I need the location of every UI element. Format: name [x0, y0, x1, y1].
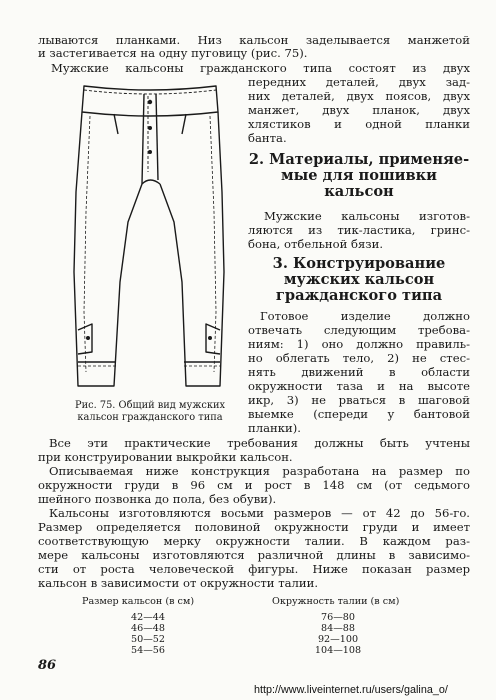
text-line: Размер определяется половиной окружности груди и имеет [38, 520, 470, 534]
text-line: лываются планками. Низ кальсон заделывается манжетой [38, 33, 470, 47]
section-2-heading: 2. Материалы, применяе- мые для пошивки кальсон [248, 151, 470, 200]
table-header-size: Размер кальсон (в см) [82, 596, 195, 607]
text-line: соответствующую мерку окружности талии. В каждом раз- [38, 534, 470, 548]
text-line: передних деталей, двух зад- [248, 75, 470, 89]
text-line: планки). [248, 421, 301, 435]
button-icon [208, 336, 212, 340]
text-line: но облегать тело, 2) не стес- [248, 351, 470, 365]
text-line: ляются из тик-ластика, гринс- [248, 223, 470, 237]
text-line: и застегивается на одну пуговицу (рис. 75). [38, 46, 308, 60]
button-icon [86, 336, 90, 340]
text-line: манжет, двух планок, двух [248, 103, 470, 117]
long-johns-illustration [70, 72, 230, 396]
button-icon [148, 126, 152, 130]
text-line: ниям: 1) оно должно правиль- [248, 337, 470, 351]
text-line: хлястиков и одной планки [248, 117, 470, 131]
table-cell: 84—88 [320, 623, 355, 634]
text-line: кальсон в зависимости от окружности талии. [38, 576, 319, 590]
text-line: шейного позвонка до пола, без обуви). [38, 492, 277, 506]
text-line: бона, отбельной бязи. [248, 237, 384, 251]
text-line: Описываемая ниже конструкция разработана на размер по [49, 464, 470, 478]
table-header-waist: Окружность талии (в см) [272, 596, 400, 607]
watermark-url[interactable]: http://www.liveinternet.ru/users/galina_o/ [254, 684, 448, 696]
button-icon [148, 100, 152, 104]
table-cell: 76—80 [320, 612, 355, 623]
text-line: окружности таза и на высоте [248, 379, 470, 393]
text-line: отвечать следующим требова- [248, 323, 470, 337]
text-line: икр, 3) не рваться в шаговой [248, 393, 470, 407]
table-cell: 92—100 [317, 634, 359, 645]
text-line: при конструировании выкройки кальсон. [38, 450, 293, 464]
text-line: Мужские кальсоны гражданского типа состоят из двух [51, 61, 470, 75]
table-cell: 46—48 [130, 623, 165, 634]
button-icon [148, 150, 152, 154]
table-cell: 50—52 [130, 634, 165, 645]
page-number: 86 [38, 658, 57, 673]
table-cell: 104—108 [314, 645, 362, 656]
text-line: Все эти практические требования должны быть учтены [49, 436, 470, 450]
text-line: окружности груди в 96 см и рост в 148 см (от седьмого [38, 478, 470, 492]
text-line: них деталей, двух поясов, двух [248, 89, 470, 103]
section-3-heading: 3. Конструирование мужских кальсон гражданского типа [272, 255, 446, 304]
table-cell: 54—56 [130, 645, 165, 656]
text-line: мере кальсоны изготовляются различной длины в зависимо- [38, 548, 470, 562]
text-line: нять движений в области [248, 365, 470, 379]
text-line: сти от роста человеческой фигуры. Ниже показан размер [38, 562, 470, 576]
table-cell: 42—44 [130, 612, 165, 623]
text-line: Готовое изделие должно [260, 309, 470, 323]
text-line: Кальсоны изготовляются восьми размеров — от 42 до 56-го. [49, 506, 470, 520]
text-line: Мужские кальсоны изготов- [264, 209, 470, 223]
text-line: выемке (спереди у бантовой [248, 407, 470, 421]
text-line: банта. [248, 131, 287, 145]
figure-caption: Рис. 75. Общий вид мужских кальсон гражданского типа [75, 400, 225, 423]
